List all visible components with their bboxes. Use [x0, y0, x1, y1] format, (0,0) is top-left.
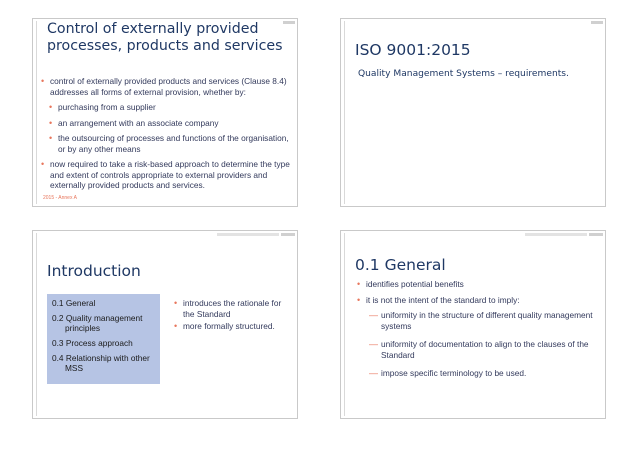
section-menu — [47, 294, 160, 384]
list-item: • control of externally provided products and services (Clause 8.4) addresses all forms of external provision, whether by: — [41, 76, 287, 97]
bullet-marker: • — [49, 117, 53, 128]
menu-item-quality-principles: 0.2 Quality management principles — [52, 313, 143, 333]
slide-subtitle: Quality Management Systems – requirements. — [358, 69, 569, 79]
list-item: • more formally structured. — [174, 321, 275, 331]
list-item: • now required to take a risk-based approach to determine the type and extent of controls appropriate to external providers and externally provided products and services. — [41, 159, 290, 190]
dash-marker: — — [369, 368, 378, 378]
bullet-list — [174, 298, 292, 334]
bullet-list — [41, 76, 291, 196]
slide-left-rule — [344, 233, 345, 416]
list-item: • the outsourcing of processes and functions of the organisation, or by any other means — [49, 133, 289, 154]
list-item: • identifies potential benefits — [357, 279, 464, 289]
slide-externally-provided — [32, 18, 298, 207]
slide-title: 0.1 General — [355, 256, 446, 274]
title-line-1: Control of externally provided — [47, 21, 259, 37]
list-item: — uniformity of documentation to align to the clauses of the Standard — [369, 339, 589, 360]
bullet-marker: • — [41, 159, 45, 169]
slide-general — [340, 230, 606, 419]
title-line-2: processes, products and services — [47, 38, 283, 54]
list-item: • purchasing from a supplier — [49, 102, 156, 112]
menu-item-process-approach: 0.3 Process approach — [52, 338, 133, 348]
slide-footer: 2015 - Annex A — [43, 195, 77, 201]
bullet-marker: • — [41, 76, 45, 86]
slide-title: Introduction — [47, 262, 141, 280]
slide-top-bar — [589, 233, 603, 236]
bullet-marker: • — [49, 102, 53, 112]
bullet-marker: • — [49, 133, 53, 143]
bullet-marker: • — [174, 298, 178, 308]
slide-top-bar — [591, 21, 603, 24]
dash-marker: — — [369, 339, 378, 349]
bullet-marker: • — [174, 321, 178, 331]
slide-title: ISO 9001:2015 — [355, 41, 471, 59]
bullet-marker: • — [357, 279, 361, 289]
slide-top-bar — [281, 233, 295, 236]
bullet-list — [357, 279, 603, 387]
slide-left-rule — [36, 233, 37, 416]
list-item: • introduces the rationale for the Standard — [174, 298, 282, 319]
list-item: — uniformity in the structure of different quality management systems — [369, 310, 593, 331]
list-item: — impose specific terminology to be used. — [369, 368, 527, 378]
slide-title — [47, 21, 287, 55]
slide-iso-9001 — [340, 18, 606, 207]
slide-introduction — [32, 230, 298, 419]
list-item: • an arrangement with an associate company — [49, 117, 219, 128]
slide-left-rule — [36, 21, 37, 204]
menu-item-relationship-mss: 0.4 Relationship with other MSS — [52, 353, 150, 373]
slide-left-rule — [344, 21, 345, 204]
bullet-marker: • — [357, 294, 361, 305]
dash-marker: — — [369, 310, 378, 320]
menu-item-general: 0.1 General — [52, 298, 96, 308]
list-item: • it is not the intent of the standard to imply: — [357, 294, 520, 305]
